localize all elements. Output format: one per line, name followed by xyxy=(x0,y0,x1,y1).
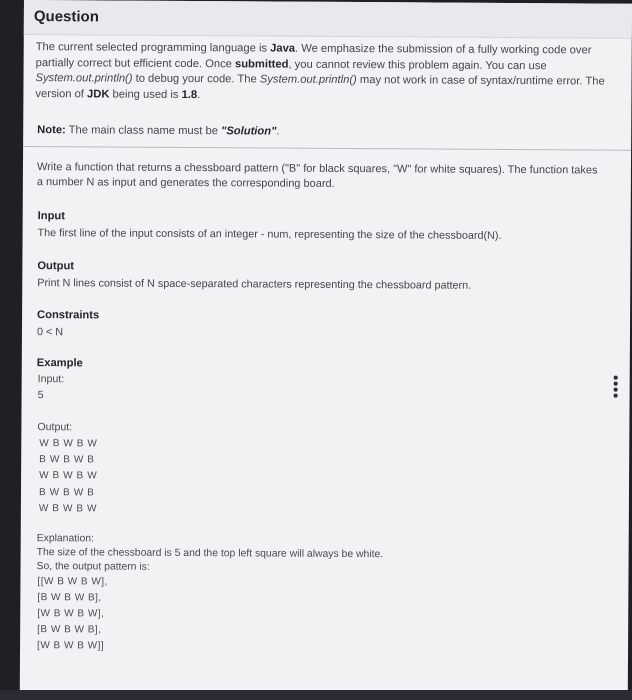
explanation-line: So, the output pattern is: xyxy=(36,561,150,573)
section-divider xyxy=(23,146,631,151)
note-line: Note: The main class name must be "Solution". xyxy=(37,124,280,138)
constraints-value: 0 < N xyxy=(36,326,64,339)
pattern-line: [B W B W B], xyxy=(37,592,102,604)
example-input-label: Input: xyxy=(37,373,65,386)
example-output-label: Output: xyxy=(37,421,73,434)
language-name: Java xyxy=(270,42,296,55)
output-description: Print N lines consist of N space-separated characters representing the chessboard pattern. xyxy=(37,277,472,292)
debug-method: System.out.println() xyxy=(35,72,133,85)
constraints-heading: Constraints xyxy=(37,309,100,322)
problem-description: Write a function that returns a chessboard pattern ("B" for black squares, "W" for white squares). The function takes a number N as input and generates the corresponding board. xyxy=(36,161,598,190)
output-line: W B W B W xyxy=(38,502,98,515)
pattern-line: [W B W B W], xyxy=(37,608,105,620)
pattern-line: [[W B W B W], xyxy=(37,576,108,588)
more-options-icon[interactable] xyxy=(613,376,619,398)
input-heading: Input xyxy=(37,210,66,223)
pattern-line: [B W B W B], xyxy=(37,624,102,636)
explanation-block xyxy=(36,532,383,576)
example-heading: Example xyxy=(36,357,83,370)
intro-paragraph: The current selected programming language is Java. We emphasize the submission of a fully working code over partially correct but efficient code. Once submitted, you cannot review this problem again. You can use System.out.println() to debug your code. The System.out.println() may not work in case of syntax/runtime error. The version of JDK being used is 1.8. xyxy=(35,41,605,101)
question-panel xyxy=(20,0,632,694)
note-label: Note: xyxy=(37,124,66,137)
input-description: The first line of the input consists of an integer - num, representing the size of the chessboard(N). xyxy=(37,227,502,242)
submitted-word: submitted xyxy=(234,57,289,71)
output-line: B W B W B xyxy=(39,454,95,466)
output-line: W B W B W xyxy=(39,438,98,450)
jdk-version: 1.8 xyxy=(181,88,198,101)
jdk-label: JDK xyxy=(87,87,110,101)
explanation-pattern xyxy=(37,574,108,655)
debug-method-warning: System.out.println() xyxy=(259,73,357,87)
output-line: B W B W B xyxy=(38,486,95,499)
output-heading: Output xyxy=(37,260,75,273)
output-line: W B W B W xyxy=(39,470,98,482)
question-header xyxy=(24,0,632,39)
example-input-value: 5 xyxy=(37,389,44,402)
page-title: Question xyxy=(33,8,99,26)
bottom-bezel xyxy=(0,690,632,700)
pattern-line: [W B W B W]] xyxy=(37,640,105,652)
main-class-name: "Solution" xyxy=(221,125,277,138)
explanation-line: The size of the chessboard is 5 and the top left square will always be white. xyxy=(36,547,384,561)
example-output-block xyxy=(39,436,98,517)
explanation-label: Explanation: xyxy=(36,533,94,545)
